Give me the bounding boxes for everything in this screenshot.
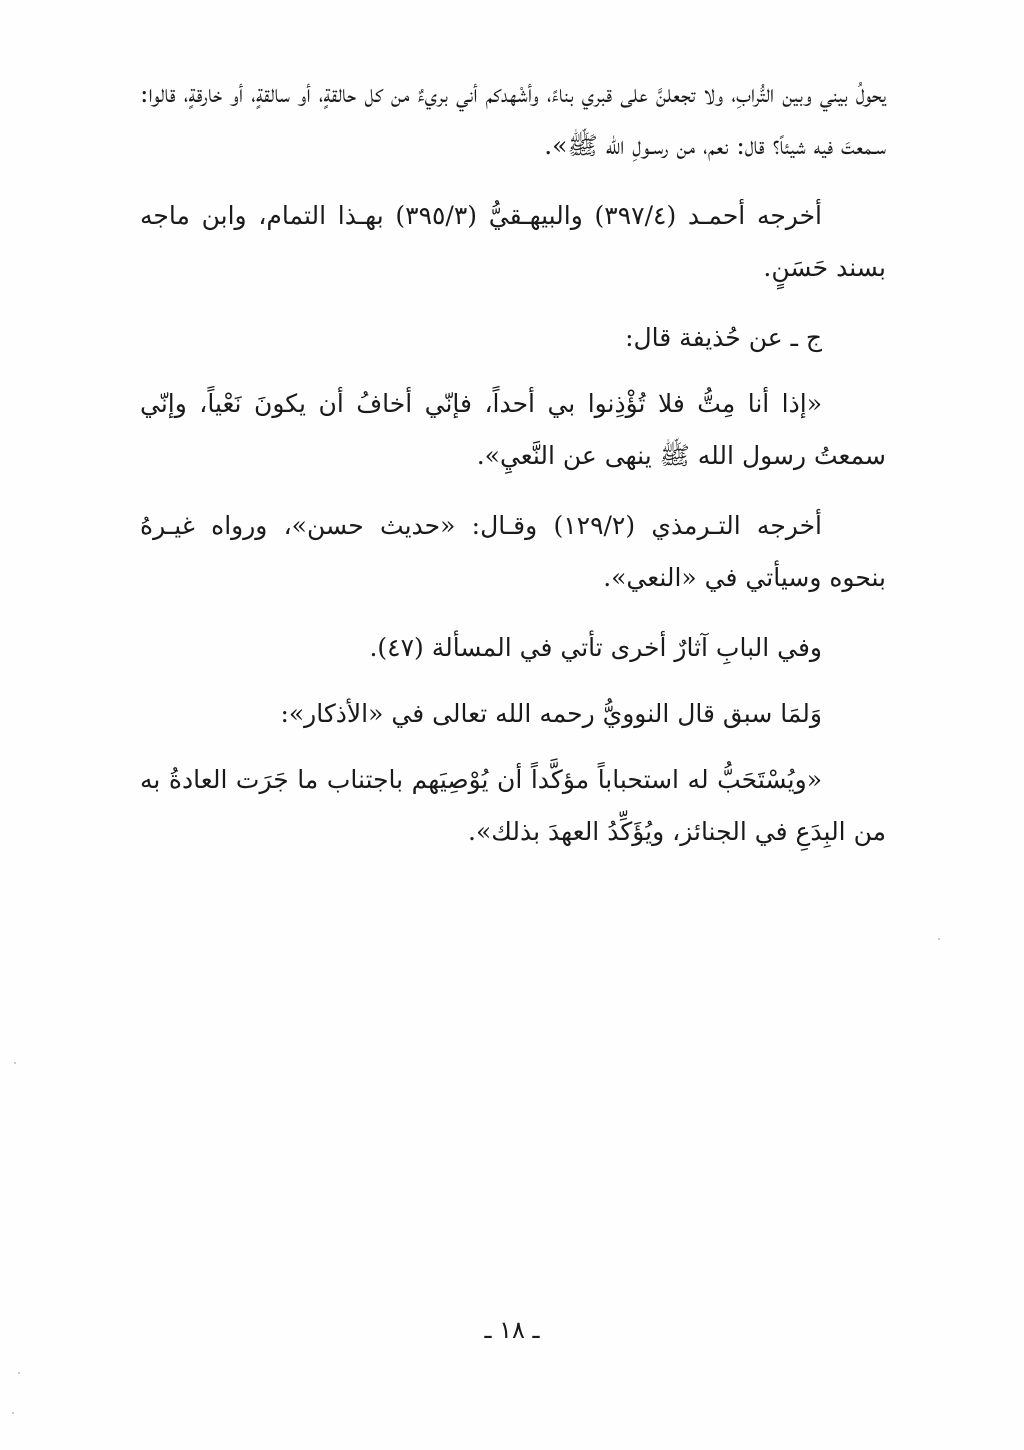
paragraph-nawawi-quote: «ويُسْتَحَبُّ له استحباباً مؤكَّداً أن يُوْصِيَهم باجتناب ما جَرَت العادةُ به من البِدَعِ في الجنائز، ويُؤَكِّدُ العهدَ بذلك».: [140, 765, 886, 846]
paragraph-hudhayfah-intro: ج ـ عن حُذيفة قال:: [625, 323, 822, 352]
paragraph-hudhayfah-hadith: «إذا أنا مِتُّ فلا تُؤْذِنوا بي أحداً، فإنّي أخافُ أن يكونَ نَعْياً، وإنّي سمعتُ رسول الله ﷺ ينهى عن النَّعيِ».: [140, 389, 886, 470]
paragraph-takhrij-ahmad: أخرجه أحمـد (٣٩٧/٤) والبيهـقيُّ (٣٩٥/٣) بهـذا التمام، وابن ماجه بسند حَسَنٍ.: [140, 201, 886, 282]
scan-speck: [12, 1412, 14, 1414]
paragraph-takhrij-tirmidhi: أخرجه التـرمذي (١٢٩/٢) وقـال: «حديث حسن»، ورواه غيـرهُ بنحوه وسيأتي في «النعي».: [140, 511, 886, 592]
paragraph-other-athar: وفي البابِ آثارٌ أخرى تأتي في المسألة (٤٧).: [369, 633, 822, 662]
paragraph-hadith-continuation: يحولُ بيني وبين التُّرابِ، ولا تجعلنَّ على قبري بناءً، وأشْهدكم أني بريءٌ من كل حالقةٍ، أو سالقةٍ، أو خارقةٍ، قالوا: سـمعتَ فيه شيئاً؟ قال: نعم، من رسـولِ الله ﷺ».: [140, 79, 886, 160]
body-text: [140, 68, 886, 876]
scan-speck: [18, 1372, 20, 1374]
page-number: ـ ١٨ ـ: [484, 1316, 540, 1344]
paragraph-nawawi-intro: وَلمَا سبق قال النوويُّ رحمه الله تعالى في «الأذكار»:: [280, 699, 822, 728]
scan-speck: [14, 1062, 16, 1064]
scan-speck: [938, 938, 940, 940]
